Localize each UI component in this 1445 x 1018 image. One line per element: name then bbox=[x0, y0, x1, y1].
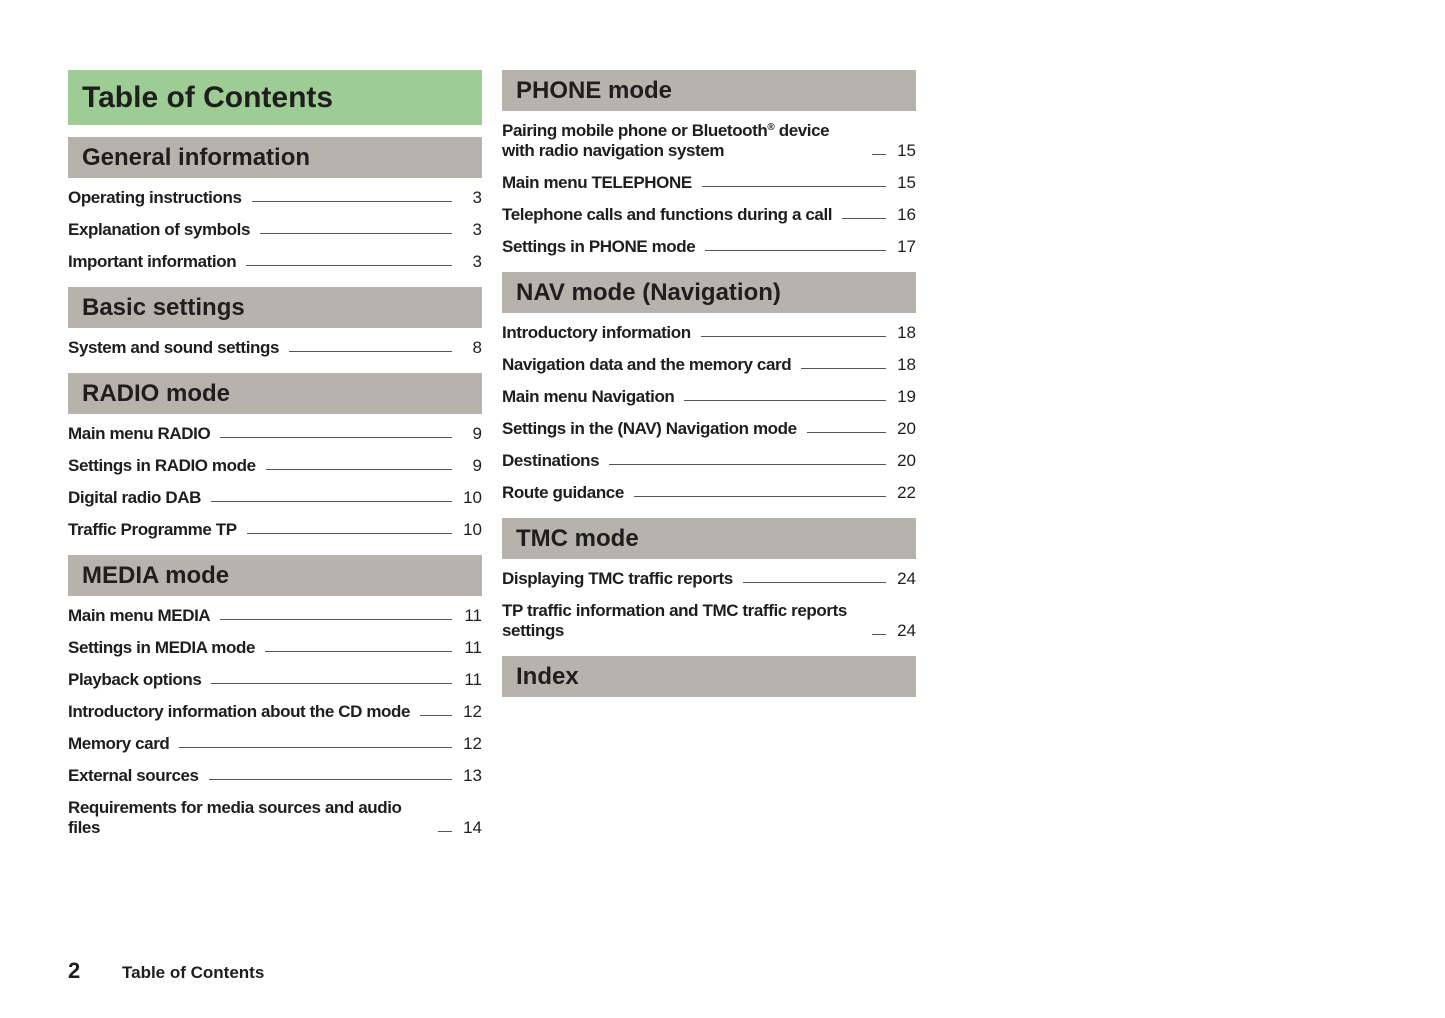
toc-entry-label: TP traffic information and TMC traffic reports settings bbox=[502, 601, 847, 640]
section-heading[interactable]: PHONE mode bbox=[502, 70, 916, 111]
dot-leader bbox=[634, 496, 886, 497]
toc-entry[interactable] bbox=[502, 446, 916, 478]
dot-leader bbox=[701, 336, 886, 337]
toc-entry[interactable] bbox=[68, 247, 482, 279]
dot-leader bbox=[179, 747, 452, 748]
dot-leader bbox=[807, 432, 886, 433]
toc-entry-page: 20 bbox=[897, 451, 916, 470]
toc-entry-page: 11 bbox=[464, 606, 482, 625]
toc-section-radio-mode bbox=[68, 373, 482, 547]
dot-leader bbox=[252, 201, 453, 202]
toc-entry-page: 10 bbox=[463, 520, 482, 539]
toc-entry-page: 11 bbox=[464, 670, 482, 689]
toc-entry-page: 9 bbox=[472, 424, 482, 443]
toc-entry-page: 20 bbox=[897, 419, 916, 438]
toc-entry-label: Pairing mobile phone or Bluetooth® device with radio navigation system bbox=[502, 121, 830, 160]
toc-section-tmc-mode bbox=[502, 518, 916, 648]
toc-entry-label: Introductory information bbox=[502, 323, 691, 342]
toc-section-index bbox=[502, 656, 916, 697]
toc-entry[interactable] bbox=[502, 564, 916, 596]
toc-entry[interactable] bbox=[68, 761, 482, 793]
dot-leader bbox=[684, 400, 886, 401]
dot-leader bbox=[260, 233, 452, 234]
toc-entry-page: 12 bbox=[463, 734, 482, 753]
toc-entry-page: 18 bbox=[897, 323, 916, 342]
toc-entry[interactable] bbox=[502, 350, 916, 382]
toc-entry-label: Traffic Programme TP bbox=[68, 520, 237, 539]
toc-entry[interactable] bbox=[68, 633, 482, 665]
toc-entry[interactable] bbox=[502, 478, 916, 510]
toc-section-media-mode bbox=[68, 555, 482, 845]
dot-leader bbox=[702, 186, 886, 187]
section-heading[interactable]: RADIO mode bbox=[68, 373, 482, 414]
toc-entry[interactable] bbox=[68, 183, 482, 215]
toc-entry[interactable] bbox=[68, 419, 482, 451]
toc-entry-label: Introductory information about the CD mode bbox=[68, 702, 411, 721]
dot-leader bbox=[266, 469, 452, 470]
toc-entry-page: 13 bbox=[463, 766, 482, 785]
toc-entry[interactable] bbox=[68, 601, 482, 633]
toc-entry[interactable] bbox=[502, 318, 916, 350]
toc-entry-label: Route guidance bbox=[502, 483, 624, 502]
dot-leader bbox=[842, 218, 886, 219]
toc-entry-label: Destinations bbox=[502, 451, 600, 470]
page-footer bbox=[68, 958, 264, 984]
dot-leader bbox=[211, 501, 452, 502]
toc-entry-page: 15 bbox=[897, 173, 916, 192]
dot-leader bbox=[246, 265, 452, 266]
toc-entry[interactable] bbox=[502, 596, 916, 648]
toc-section-general-information bbox=[68, 137, 482, 279]
toc-entry-page: 3 bbox=[472, 220, 482, 239]
dot-leader bbox=[705, 250, 886, 251]
toc-entry[interactable] bbox=[502, 200, 916, 232]
section-heading[interactable]: NAV mode (Navigation) bbox=[502, 272, 916, 313]
toc-entry-label: Main menu MEDIA bbox=[68, 606, 211, 625]
toc-entry-label: Settings in the (NAV) Navigation mode bbox=[502, 419, 797, 438]
dot-leader bbox=[420, 715, 452, 716]
dot-leader bbox=[609, 464, 886, 465]
toc-entry-label: Important information bbox=[68, 252, 237, 271]
dot-leader bbox=[872, 634, 886, 635]
toc-entry-label: Requirements for media sources and audio files bbox=[68, 798, 402, 837]
toc-entry[interactable] bbox=[68, 451, 482, 483]
dot-leader bbox=[743, 582, 886, 583]
footer-title: Table of Contents bbox=[122, 963, 265, 982]
toc-entry-label: Main menu TELEPHONE bbox=[502, 173, 692, 192]
toc-entry[interactable] bbox=[68, 333, 482, 365]
page-title: Table of Contents bbox=[68, 70, 482, 125]
section-heading[interactable]: General information bbox=[68, 137, 482, 178]
toc-entry-page: 3 bbox=[472, 188, 482, 207]
dot-leader bbox=[289, 351, 452, 352]
toc-entry-label: Telephone calls and functions during a call bbox=[502, 205, 833, 224]
dot-leader bbox=[220, 437, 452, 438]
dot-leader bbox=[247, 533, 452, 534]
dot-leader bbox=[209, 779, 452, 780]
toc-entry[interactable] bbox=[68, 697, 482, 729]
toc-entry[interactable] bbox=[68, 515, 482, 547]
toc-section-basic-settings bbox=[68, 287, 482, 365]
toc-entry-page: 9 bbox=[472, 456, 482, 475]
toc-section-nav-mode-navigation bbox=[502, 272, 916, 510]
section-heading[interactable]: MEDIA mode bbox=[68, 555, 482, 596]
toc-entry[interactable] bbox=[68, 215, 482, 247]
toc-entry-page: 24 bbox=[897, 569, 916, 588]
toc-entry[interactable] bbox=[68, 483, 482, 515]
section-heading[interactable]: Basic settings bbox=[68, 287, 482, 328]
dot-leader bbox=[265, 651, 452, 652]
toc-entry-label: Playback options bbox=[68, 670, 202, 689]
toc-entry-page: 11 bbox=[464, 638, 482, 657]
toc-section-phone-mode bbox=[502, 70, 916, 264]
toc-entry-label: External sources bbox=[68, 766, 199, 785]
page-number: 2 bbox=[68, 958, 81, 983]
toc-entry-label: System and sound settings bbox=[68, 338, 280, 357]
toc-entry-page: 8 bbox=[472, 338, 482, 357]
dot-leader bbox=[438, 831, 452, 832]
toc-entry-label: Displaying TMC traffic reports bbox=[502, 569, 733, 588]
toc-entry-label: Settings in RADIO mode bbox=[68, 456, 256, 475]
toc-entry-label: Navigation data and the memory card bbox=[502, 355, 792, 374]
toc-entry[interactable] bbox=[502, 232, 916, 264]
section-heading[interactable]: Index bbox=[502, 656, 916, 697]
dot-leader bbox=[211, 683, 452, 684]
dot-leader bbox=[872, 154, 886, 155]
toc-entry-page: 3 bbox=[472, 252, 482, 271]
toc-entry-page: 12 bbox=[463, 702, 482, 721]
toc-entry-page: 16 bbox=[897, 205, 916, 224]
toc-entry-page: 22 bbox=[897, 483, 916, 502]
toc-entry-label: Main menu Navigation bbox=[502, 387, 675, 406]
toc-entry-label: Operating instructions bbox=[68, 188, 242, 207]
toc-entry-page: 15 bbox=[897, 141, 916, 160]
toc-right-column bbox=[502, 70, 916, 702]
toc-entry[interactable] bbox=[68, 793, 482, 845]
toc-entry-page: 17 bbox=[897, 237, 916, 256]
toc-entry-label: Digital radio DAB bbox=[68, 488, 201, 507]
toc-entry[interactable] bbox=[502, 116, 916, 168]
toc-entry-page: 19 bbox=[897, 387, 916, 406]
toc-entry-page: 14 bbox=[463, 818, 482, 837]
toc-entry[interactable] bbox=[502, 414, 916, 446]
toc-left-column bbox=[68, 70, 482, 845]
toc-entry-page: 24 bbox=[897, 621, 916, 640]
toc-entry[interactable] bbox=[68, 729, 482, 761]
toc-entry-page: 10 bbox=[463, 488, 482, 507]
toc-entry-label: Main menu RADIO bbox=[68, 424, 211, 443]
toc-entry-label: Memory card bbox=[68, 734, 170, 753]
toc-entry-label: Settings in MEDIA mode bbox=[68, 638, 256, 657]
toc-entry[interactable] bbox=[502, 382, 916, 414]
dot-leader bbox=[801, 368, 886, 369]
dot-leader bbox=[220, 619, 452, 620]
toc-entry-label: Explanation of symbols bbox=[68, 220, 251, 239]
section-heading[interactable]: TMC mode bbox=[502, 518, 916, 559]
toc-entry-label: Settings in PHONE mode bbox=[502, 237, 696, 256]
toc-entry[interactable] bbox=[68, 665, 482, 697]
toc-entry[interactable] bbox=[502, 168, 916, 200]
toc-entry-page: 18 bbox=[897, 355, 916, 374]
